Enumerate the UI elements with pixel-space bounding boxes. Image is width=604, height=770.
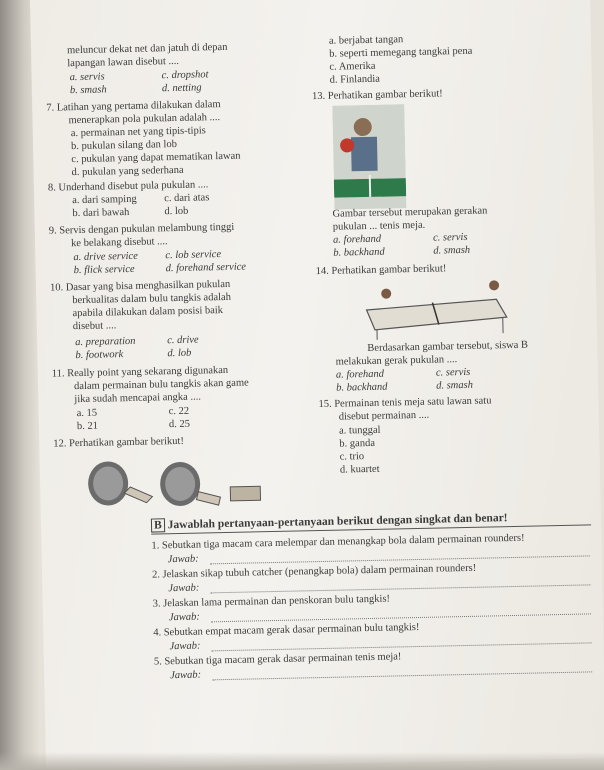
b-q2: 2. Jelaskan sikap tubuh catcher (penangkap bola) dalam permainan rounders! [151,562,477,581]
q15-stem-1: 15. Permainan tenis meja satu lawan satu [318,395,492,411]
q11-opt-a: a. 15 [76,407,98,420]
b-q4-answer-label: Jawab: [169,640,201,653]
b-q5: 5. Sebutkan tiga macam gerak dasar permainan tenis meja! [153,651,402,668]
intro-opt-c: c. dropshot [161,69,209,82]
q9-stem-2: ke belakang disebut .... [70,236,168,250]
q11-opt-d: d. 25 [168,418,191,431]
q10-stem-3: apabila dilakukan dalam posisi baik [72,305,224,320]
q15-stem-2: disebut permainan .... [338,409,430,423]
section-b-letter: B [151,518,165,532]
q12-stem: 12. Perhatikan gambar berikut! [53,435,185,450]
q14-opt-a: a. forehand [335,368,385,381]
q11-stem-2: dalam permainan bulu tangkis akan game [73,377,249,393]
b-q1-answer-label: Jawab: [167,553,199,566]
q14-stem: 14. Perhatikan gambar berikut! [315,263,447,278]
hand-left [124,487,152,504]
q14-opt-b: b. backhand [336,381,388,394]
q7-opt-c: c. pukulan yang dapat mematikan lawan [71,150,241,166]
q10-stem-4: disebut .... [72,320,117,333]
q11-opt-c: c. 22 [168,405,190,418]
q13-tabletennis-image [332,104,406,209]
q8-opt-b: b. dari bawah [72,206,130,220]
hand-middle [196,491,220,505]
q14-table-diagram [346,277,517,343]
q7-stem-1: 7. Latihan yang pertama dilakukan dalam [46,99,221,114]
q12-badminton-image [80,450,271,512]
q15-opt-a: a. tunggal [338,424,381,437]
q11-opt-b: b. 21 [76,420,99,433]
b-q4: 4. Sebutkan empat macam gerak dasar permainan bulu tangkis! [153,621,420,639]
q9-stem-1: 9. Servis dengan pukulan melambung tinggi [48,221,235,237]
q14-after-2: melakukan gerak pukulan .... [335,354,458,368]
q7-opt-d: d. pukulan yang sederhana [71,164,184,179]
b-q1: 1. Sebutkan tiga macam cara melempar dan menangkap bola dalam permainan rounders! [151,532,525,552]
q10-opt-b: b. footwork [75,349,124,362]
q13-after-2: pukulan ... tenis meja. [332,219,426,233]
q9-opt-b: b. flick service [73,263,135,277]
q15-opt-d: d. kuartet [339,463,380,476]
b-q5-answer-line[interactable] [212,671,592,680]
q8-stem: 8. Underhand disebut pula pukulan .... [47,179,209,194]
q13-opt-c: c. servis [432,231,468,244]
intro-opt-b: b. smash [69,84,107,97]
player-shirt [351,137,378,172]
q13-stem: 13. Perhatikan gambar berikut! [311,88,443,103]
q14-after-1: Berdasarkan gambar tersebut, siswa B [367,339,529,355]
q9-opt-a: a. drive service [73,250,138,264]
q6-opt-b: b. seperti memegang tangkai pena [329,45,473,60]
shuttlecock [230,486,260,501]
q15-opt-c: c. trio [339,451,365,463]
q7-opt-b: b. pukulan silang dan lob [70,138,178,153]
q6-opt-d: d. Finlandia [329,73,381,86]
q10-opt-a: a. preparation [75,335,136,349]
q9-opt-d: d. forehand service [165,261,247,275]
q8-opt-a: a. dari samping [72,193,137,207]
q13-opt-d: d. smash [433,244,471,257]
q10-stem-1: 10. Dasar yang bisa menghasilkan pukulan [49,278,231,294]
section-b-title: Jawablah pertanyaan-pertanyaan berikut dengan singkat dan benar! [167,512,508,532]
q10-opt-c: c. drive [167,334,199,347]
q11-stem-3: jika sudah mencapai angka .... [74,391,202,406]
q10-stem-2: berkualitas dalam bulu tangkis adalah [72,291,232,307]
q14-opt-d: d. smash [436,379,474,392]
intro-opt-a: a. servis [69,71,105,84]
q7-opt-a: a. permainan net yang tipis-tipis [70,125,206,140]
b-q2-answer-label: Jawab: [168,582,200,595]
q11-stem-1: 11. Really point yang sekarang digunakan [51,364,229,380]
q13-after-1: Gambar tersebut merupakan gerakan [332,205,488,220]
q8-opt-d: d. lob [164,205,189,218]
b-q1-answer-line[interactable] [210,555,590,564]
b-q5-answer-label: Jawab: [170,669,202,682]
q6-opt-a: a. berjabat tangan [328,34,404,47]
intro-line-1: meluncur dekat net dan jatuh di depan [66,41,228,57]
intro-opt-d: d. netting [161,82,202,95]
player-b [489,280,499,290]
b-q3-answer-label: Jawab: [168,611,200,624]
q14-opt-c: c. servis [435,366,471,379]
q15-opt-b: b. ganda [339,437,376,450]
b-q4-answer-line[interactable] [212,642,592,651]
q8-opt-c: c. dari atas [164,192,210,205]
worksheet-page [30,0,604,770]
b-q3-answer-line[interactable] [211,613,591,622]
player-a [381,289,391,299]
q9-opt-c: c. lob service [165,249,222,262]
intro-line-2: lapangan lawan disebut .... [67,55,180,70]
page-bottom-shadow [0,752,604,770]
b-q3: 3. Jelaskan lama permainan dan penskoran bulu tangkis! [152,593,391,610]
q13-opt-a: a. forehand [332,233,382,246]
q10-opt-d: d. lob [167,347,192,360]
q6-opt-c: c. Amerika [329,60,376,73]
q7-stem-2: menerapkan pola pukulan adalah .... [68,112,221,127]
b-q2-answer-line[interactable] [210,584,590,593]
q13-opt-b: b. backhand [333,246,385,259]
